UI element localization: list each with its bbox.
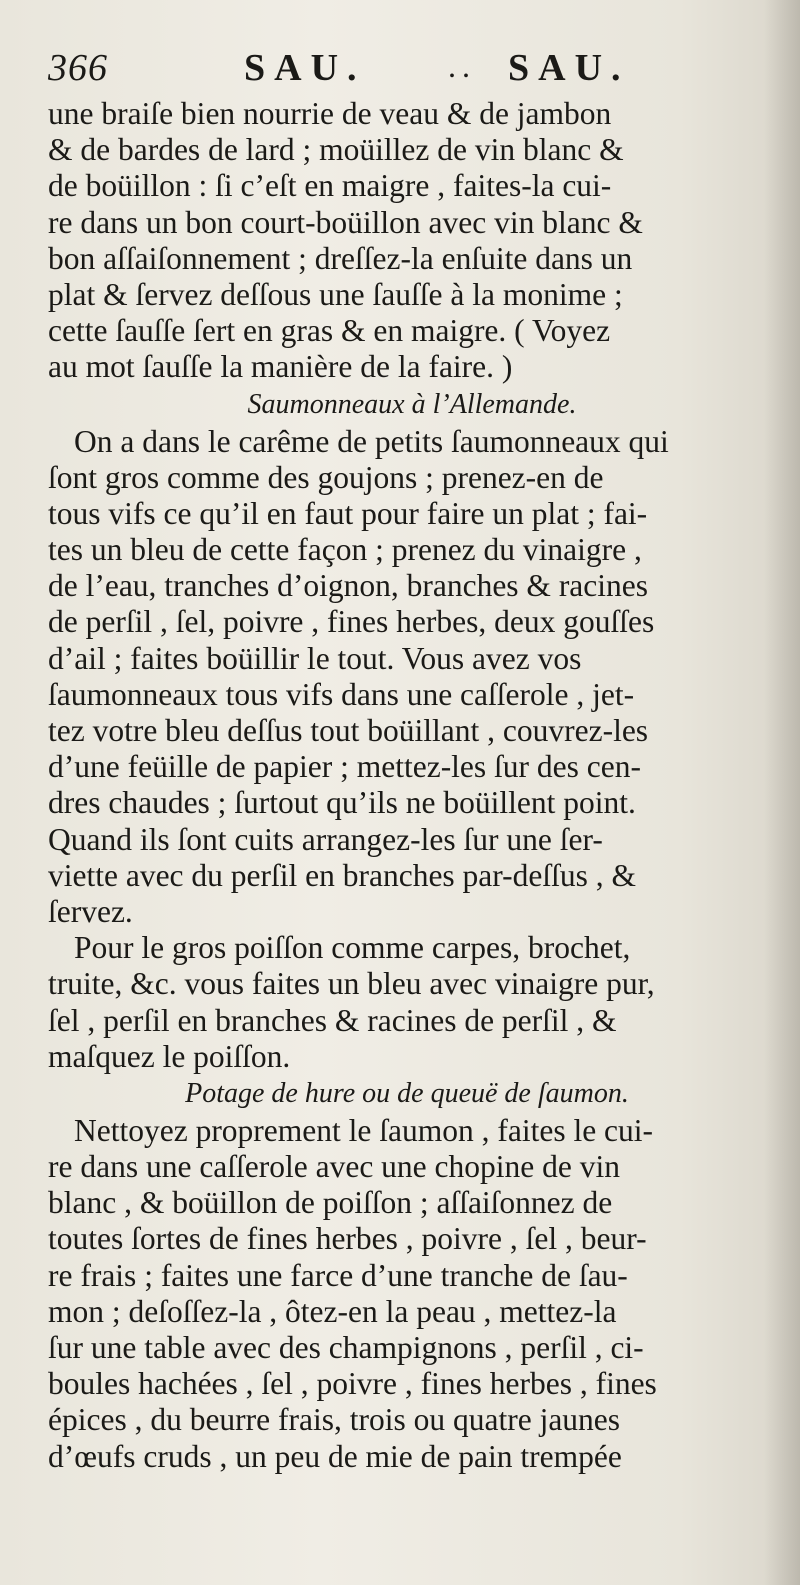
text-line: truite, &c. vous faites un bleu avec vinaigre pur, [48, 966, 655, 1002]
recipe-heading-saumonneaux: Saumonneaux à l’Allemande. [247, 388, 577, 420]
text-line: Pour le gros poiſſon comme carpes, brochet, [74, 930, 631, 966]
text-line: d’une feüille de papier ; mettez-les ſur des cen- [48, 749, 641, 785]
paragraph-saumonneaux [48, 424, 756, 931]
recipe-heading-potage: Potage de hure ou de queuë de ſaumon. [185, 1077, 629, 1109]
text-line: d’ail ; faites boüillir le tout. Vous avez vos [48, 640, 582, 676]
text-line: On a dans le carême de petits ſaumonneaux qui [74, 423, 669, 459]
running-head-dots: .. [448, 48, 476, 84]
text-line: tes un bleu de cette façon ; prenez du vinaigre , [48, 532, 642, 568]
text-line: dres chaudes ; ſurtout qu’ils ne boüillent point. [48, 785, 636, 821]
text-line: toutes ſortes de fines herbes , poivre , ſel , beur- [48, 1221, 647, 1257]
paragraph-gros-poisson [48, 930, 756, 1075]
running-head [48, 38, 756, 96]
text-line: cette ſauſſe ſert en gras & en maigre. ( Voyez [48, 313, 611, 349]
running-head-right: SAU. [508, 47, 630, 89]
running-head-left: SAU. [244, 47, 366, 89]
text-line: ſervez. [48, 893, 133, 929]
text-line: ſel , perſil en branches & racines de perſil , & [48, 1002, 617, 1038]
text-line: ſont gros comme des goujons ; prenez-en de [48, 459, 604, 495]
paragraph-potage [48, 1113, 756, 1475]
text-line: & de bardes de lard ; moüillez de vin blanc & [48, 132, 624, 168]
text-line: mon ; deſoſſez-la , ôtez-en la peau , mettez-la [48, 1293, 617, 1329]
text-line: re frais ; faites une farce d’une tranche de ſau- [48, 1257, 628, 1293]
text-line: tez votre bleu deſſus tout boüillant , couvrez-les [48, 713, 649, 748]
text-line: bon aſſaiſonnement ; dreſſez-la enſuite dans un [48, 240, 633, 276]
text-line: ſaumonneaux tous vifs dans une caſſerole , jet- [48, 676, 635, 712]
page-edge-shadow [764, 0, 800, 1585]
paragraph-braise [48, 96, 756, 386]
text-line: tous vifs ce qu’il en faut pour faire un plat ; fai- [48, 495, 648, 531]
text-line: de boüillon : ſi c’eſt en maigre , faites-la cui- [48, 168, 612, 204]
text-line: de l’eau, tranches d’oignon, branches & racines [48, 568, 649, 604]
text-line: épices , du beurre frais, trois ou quatre jaunes [48, 1402, 621, 1438]
text-line: de perſil , ſel, poivre , fines herbes, deux gouſſes [48, 604, 655, 640]
text-line: boules hachées , ſel , poivre , fines herbes , fines [48, 1366, 657, 1402]
text-line: une braiſe bien nourrie de veau & de jambon [48, 96, 612, 131]
text-line: d’œufs cruds , un peu de mie de pain trempée [48, 1438, 622, 1474]
body-text [48, 96, 756, 1475]
text-line: maſquez le poiſſon. [48, 1038, 291, 1074]
text-line: blanc , & boüillon de poiſſon ; aſſaiſonnez de [48, 1185, 613, 1221]
text-line: re dans une caſſerole avec une chopine de vin [48, 1149, 620, 1185]
text-line: re dans un bon court-boüillon avec vin blanc & [48, 204, 643, 240]
text-line: au mot ſauſſe la manière de la faire. ) [48, 349, 513, 385]
page-number: 366 [48, 47, 108, 89]
text-line: ſur une table avec des champignons , perſil , ci- [48, 1330, 644, 1365]
text-line: viette avec du perſil en branches par-deſſus , & [48, 857, 637, 893]
text-line: Nettoyez proprement le ſaumon , faites le cui- [74, 1112, 654, 1148]
text-line: plat & ſervez deſſous une ſauſſe à la monime ; [48, 276, 623, 312]
text-line: Quand ils ſont cuits arrangez-les ſur une ſer- [48, 821, 603, 857]
